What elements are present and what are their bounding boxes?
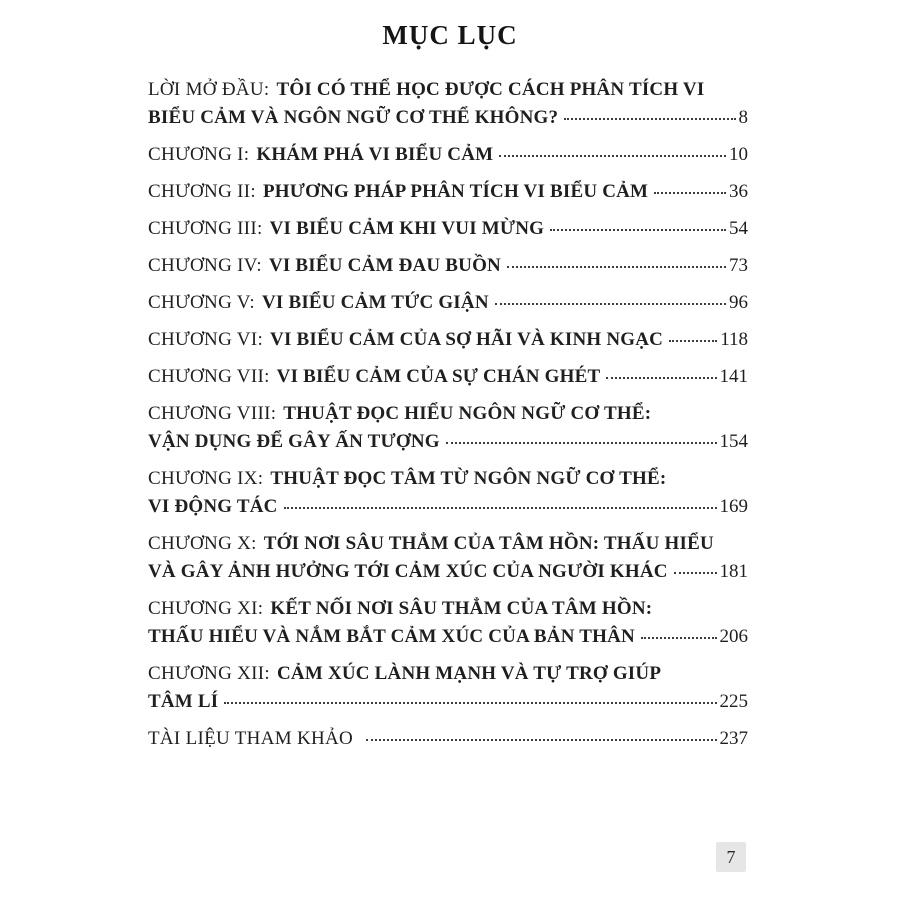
entry-page-number: 36 — [729, 181, 748, 202]
toc-entry — [148, 215, 748, 243]
dot-leader — [674, 572, 717, 574]
dot-leader — [499, 155, 726, 157]
toc-entry — [148, 252, 748, 280]
toc-entry — [148, 289, 748, 317]
toc-line — [148, 252, 748, 280]
toc-entry — [148, 725, 748, 753]
entry-prefix: CHƯƠNG XII: — [148, 663, 271, 684]
entry-title: TÔI CÓ THỂ HỌC ĐƯỢC CÁCH PHÂN TÍCH VI — [276, 79, 705, 100]
toc-line — [148, 215, 748, 243]
toc-entry — [148, 363, 748, 391]
dot-leader — [507, 266, 726, 268]
dot-leader — [654, 192, 726, 194]
toc-entry — [148, 400, 748, 456]
entry-prefix: CHƯƠNG VIII: — [148, 403, 277, 424]
entry-page-number: 10 — [729, 144, 748, 165]
entry-title: KẾT NỐI NƠI SÂU THẲM CỦA TÂM HỒN: — [270, 598, 653, 619]
entry-page-number: 118 — [720, 329, 748, 350]
entry-page-number: 54 — [729, 218, 748, 239]
entry-title: PHƯƠNG PHÁP PHÂN TÍCH VI BIỂU CẢM — [262, 181, 649, 202]
entry-page-number: 96 — [729, 292, 748, 313]
entry-title: VI BIỂU CẢM TỨC GIẬN — [262, 292, 489, 313]
entry-prefix: CHƯƠNG VI: — [148, 329, 264, 350]
table-of-contents — [148, 76, 748, 762]
entry-page-number: 237 — [719, 728, 748, 749]
dot-leader — [669, 340, 717, 342]
entry-prefix: CHƯƠNG V: — [148, 292, 255, 313]
toc-entry — [148, 660, 748, 716]
toc-entry — [148, 178, 748, 206]
entry-page-number: 154 — [719, 431, 748, 452]
dot-leader — [495, 303, 726, 305]
entry-title: VI BIỂU CẢM KHI VUI MỪNG — [269, 218, 545, 239]
entry-title: CẢM XÚC LÀNH MẠNH VÀ TỰ TRỢ GIÚP — [277, 663, 662, 684]
toc-line — [148, 104, 748, 132]
entry-title: THUẬT ĐỌC TÂM TỪ NGÔN NGỮ CƠ THỂ: — [270, 468, 667, 489]
toc-line — [148, 141, 748, 169]
dot-leader — [564, 118, 735, 120]
dot-leader — [224, 702, 716, 704]
toc-line — [148, 725, 748, 753]
toc-entry — [148, 76, 748, 132]
toc-line — [148, 530, 748, 558]
entry-prefix: CHƯƠNG VII: — [148, 366, 270, 387]
toc-line — [148, 289, 748, 317]
entry-title: TỚI NƠI SÂU THẲM CỦA TÂM HỒN: THẤU HIỂU — [263, 533, 714, 554]
entry-title: THẤU HIỂU VÀ NẮM BẮT CẢM XÚC CỦA BẢN THÂN — [148, 626, 635, 647]
toc-line — [148, 465, 748, 493]
entry-page-number: 181 — [719, 561, 748, 582]
entry-title: VI ĐỘNG TÁC — [148, 496, 278, 517]
toc-line — [148, 178, 748, 206]
toc-line — [148, 363, 748, 391]
entry-title: VẬN DỤNG ĐỂ GÂY ẤN TƯỢNG — [148, 431, 440, 452]
entry-title: THUẬT ĐỌC HIỂU NGÔN NGỮ CƠ THỂ: — [283, 403, 652, 424]
toc-line — [148, 595, 748, 623]
entry-page-number: 141 — [719, 366, 748, 387]
dot-leader — [366, 739, 716, 741]
entry-prefix: TÀI LIỆU THAM KHẢO — [148, 728, 354, 749]
toc-line — [148, 660, 748, 688]
toc-entry — [148, 530, 748, 586]
toc-line — [148, 76, 748, 104]
toc-line — [148, 326, 748, 354]
entry-prefix: CHƯƠNG III: — [148, 218, 263, 239]
entry-prefix: CHƯƠNG X: — [148, 533, 257, 554]
toc-line — [148, 688, 748, 716]
entry-prefix: LỜI MỞ ĐẦU: — [148, 79, 270, 100]
toc-line — [148, 558, 748, 586]
toc-entry — [148, 465, 748, 521]
entry-prefix: CHƯƠNG I: — [148, 144, 250, 165]
entry-title: VI BIỂU CẢM CỦA SỢ HÃI VÀ KINH NGẠC — [270, 329, 664, 350]
entry-title: BIỂU CẢM VÀ NGÔN NGỮ CƠ THỂ KHÔNG? — [148, 107, 559, 128]
toc-line — [148, 623, 748, 651]
toc-line — [148, 493, 748, 521]
toc-entry — [148, 326, 748, 354]
dot-leader — [284, 507, 717, 509]
toc-line — [148, 428, 748, 456]
entry-title: KHÁM PHÁ VI BIỂU CẢM — [256, 144, 494, 165]
entry-title: VI BIỂU CẢM CỦA SỰ CHÁN GHÉT — [276, 366, 601, 387]
entry-prefix: CHƯƠNG XI: — [148, 598, 264, 619]
entry-page-number: 225 — [719, 691, 748, 712]
entry-title: VI BIỂU CẢM ĐAU BUỒN — [268, 255, 501, 276]
dot-leader — [446, 442, 717, 444]
entry-page-number: 8 — [738, 107, 748, 128]
dot-leader — [606, 377, 716, 379]
dot-leader — [550, 229, 726, 231]
entry-page-number: 169 — [719, 496, 748, 517]
toc-entry — [148, 141, 748, 169]
entry-title: VÀ GÂY ẢNH HƯỞNG TỚI CẢM XÚC CỦA NGƯỜI KHÁC — [148, 561, 668, 582]
entry-page-number: 206 — [719, 626, 748, 647]
entry-title: TÂM LÍ — [148, 691, 219, 712]
dot-leader — [641, 637, 717, 639]
toc-line — [148, 400, 748, 428]
entry-prefix: CHƯƠNG IX: — [148, 468, 264, 489]
entry-prefix: CHƯƠNG IV: — [148, 255, 262, 276]
entry-page-number: 73 — [729, 255, 748, 276]
entry-prefix: CHƯƠNG II: — [148, 181, 256, 202]
toc-entry — [148, 595, 748, 651]
page-number-badge: 7 — [716, 842, 746, 872]
page-title: MỤC LỤC — [382, 20, 518, 50]
